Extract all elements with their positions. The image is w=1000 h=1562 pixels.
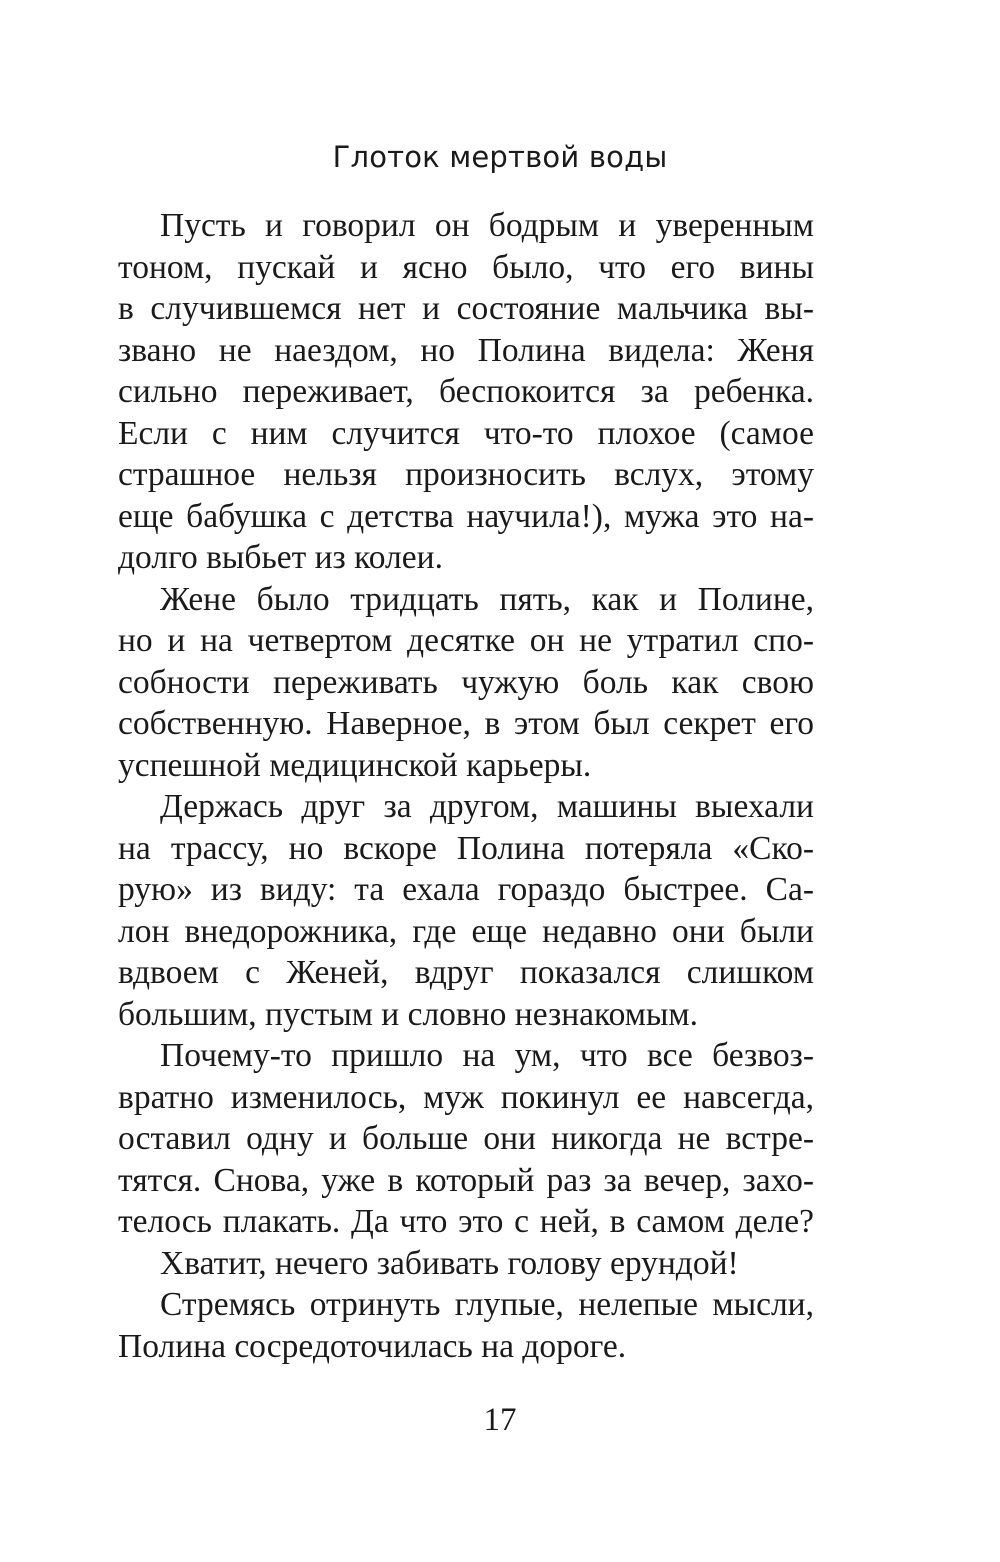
- paragraph: [118, 786, 814, 1035]
- paragraph: [118, 1035, 814, 1243]
- paragraph: [118, 1284, 814, 1367]
- paragraph: [118, 1243, 814, 1285]
- text-line: телось плакать. Да что это с ней, в самом деле?: [118, 1203, 814, 1240]
- text-line: Держась друг за другом, машины выехали: [160, 788, 814, 825]
- text-line: Пусть и говорил он бодрым и уверенным: [160, 207, 814, 244]
- body-text: [118, 205, 814, 1367]
- text-line: Стремясь отринуть глупые, нелепые мысли,: [160, 1286, 814, 1323]
- text-line: но и на четвертом десятке он не утратил спо-: [118, 622, 814, 659]
- text-line: большим, пустым и словно незнакомым.: [118, 995, 699, 1033]
- text-line: тятся. Снова, уже в который раз за вечер, захо-: [118, 1161, 814, 1199]
- text-line: Если с ним случится что-то плохое (самое: [118, 414, 814, 452]
- text-line: вратно изменилось, муж покинул ее навсегда,: [118, 1078, 814, 1116]
- text-line: оставил одну и больше они никогда не встре-: [118, 1120, 814, 1157]
- text-line: тоном, пускай и ясно было, что его вины: [118, 248, 814, 286]
- text-line: Хватит, нечего забивать голову ерундой!: [160, 1244, 739, 1282]
- paragraph: [118, 205, 814, 579]
- paragraph: [118, 579, 814, 787]
- text-line: собственную. Наверное, в этом был секрет его: [118, 705, 814, 742]
- text-line: в случившемся нет и состояние мальчика вы-: [118, 290, 814, 327]
- text-line: вдвоем с Женей, вдруг показался слишком: [118, 954, 814, 991]
- text-line: страшное нельзя произносить вслух, этому: [118, 456, 814, 493]
- text-line: собности переживать чужую боль как свою: [118, 663, 814, 701]
- text-line: сильно переживает, беспокоится за ребенка.: [118, 373, 814, 410]
- text-line: Полина сосредоточилась на дороге.: [118, 1327, 627, 1365]
- text-line: Почему-то пришло на ум, что все безвоз-: [160, 1037, 814, 1074]
- text-line: успешной медицинской карьеры.: [118, 746, 592, 784]
- text-line: Жене было тридцать пять, как и Полине,: [160, 580, 814, 618]
- text-line: на трассу, но вскоре Полина потеряла «Ско-: [118, 829, 814, 867]
- text-line: еще бабушка с детства научила!), мужа это на-: [118, 497, 814, 535]
- text-line: долго выбьет из колеи.: [118, 539, 443, 576]
- text-line: лон внедорожника, где еще недавно они были: [118, 912, 814, 950]
- text-line: звано не наездом, но Полина видела: Женя: [118, 331, 814, 369]
- text-line: рую» из виду: та ехала гораздо быстрее. Са-: [118, 871, 814, 908]
- page-number: 17: [483, 1402, 517, 1438]
- running-head: Глоток мертвой воды: [332, 140, 668, 174]
